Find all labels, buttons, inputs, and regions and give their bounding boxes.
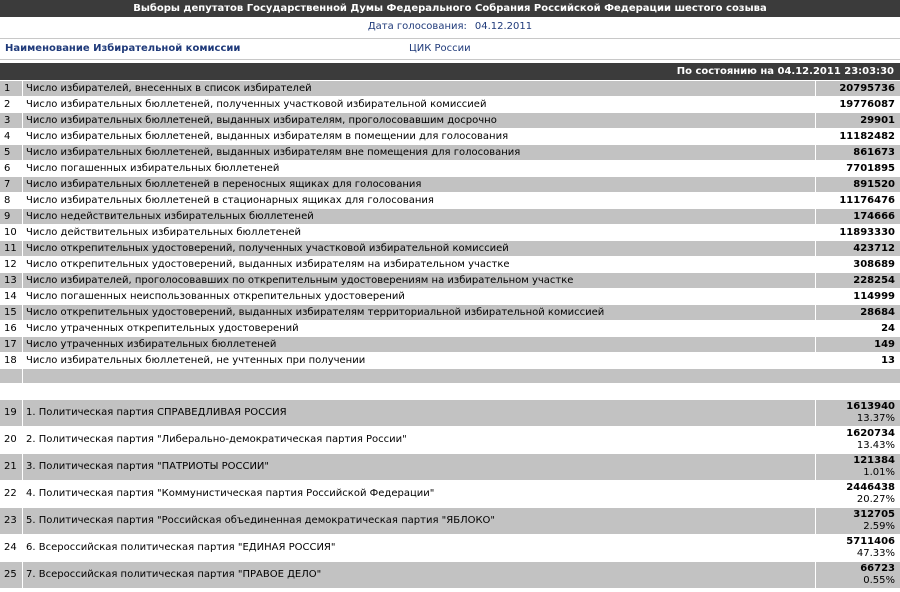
commission-value: ЦИК России (409, 43, 471, 54)
row-number: 6 (4, 163, 11, 174)
party-name: 2. Политическая партия "Либерально-демократическая партия России" (26, 434, 407, 445)
row-label: Число избирательных бюллетеней, полученных участковой избирательной комиссией (26, 99, 487, 110)
row-number: 4 (4, 131, 11, 142)
row-number: 17 (4, 339, 17, 350)
party-votes: 66723 (860, 563, 895, 574)
party-votes: 1613940 (846, 401, 895, 412)
row-number: 16 (4, 323, 17, 334)
table-row (0, 257, 900, 273)
party-row (0, 562, 900, 589)
party-name: 4. Политическая партия "Коммунистическая партия Российской Федерации" (26, 488, 435, 499)
party-percent: 20.27% (856, 494, 895, 505)
row-value: 308689 (853, 259, 895, 270)
party-percent: 2.59% (863, 521, 895, 532)
row-value: 149 (874, 339, 895, 350)
voting-date (0, 17, 900, 36)
table-row (0, 193, 900, 209)
commission-row (0, 38, 900, 60)
table-row (0, 273, 900, 289)
row-number: 24 (4, 542, 17, 553)
table-row (0, 177, 900, 193)
table-row (0, 305, 900, 321)
row-label: Число избирательных бюллетеней, выданных избирателям вне помещения для голосования (26, 147, 521, 158)
row-number: 1 (4, 83, 11, 94)
row-value: 11176476 (839, 195, 895, 206)
row-value: 13 (881, 355, 895, 366)
row-value: 11182482 (839, 131, 895, 142)
party-name: 6. Всероссийская политическая партия "ЕДИНАЯ РОССИЯ" (26, 542, 336, 553)
row-value: 29901 (860, 115, 895, 126)
row-number: 5 (4, 147, 11, 158)
state-timestamp: По состоянию на 04.12.2011 23:03:30 (676, 66, 894, 77)
row-value: 20795736 (839, 83, 895, 94)
row-value: 891520 (853, 179, 895, 190)
row-number: 19 (4, 407, 17, 418)
party-row (0, 535, 900, 562)
table-row (0, 129, 900, 145)
row-label: Число недействительных избирательных бюллетеней (26, 211, 314, 222)
table-row (0, 81, 900, 97)
table-gap (0, 383, 900, 400)
row-number: 25 (4, 569, 17, 580)
state-timestamp-bar (0, 63, 900, 80)
table-row (0, 97, 900, 113)
row-number: 11 (4, 243, 17, 254)
party-percent: 47.33% (856, 548, 895, 559)
row-label: Число открепительных удостоверений, выданных избирателям на избирательном участке (26, 259, 510, 270)
row-label: Число утраченных избирательных бюллетеней (26, 339, 277, 350)
row-value: 7701895 (846, 163, 895, 174)
table-row (0, 225, 900, 241)
row-number: 20 (4, 434, 17, 445)
row-number: 15 (4, 307, 17, 318)
party-percent: 13.43% (856, 440, 895, 451)
voting-date-label: Дата голосования: (367, 21, 467, 32)
row-label: Число избирательных бюллетеней, выданных избирателям, проголосовавшим досрочно (26, 115, 497, 126)
row-number: 3 (4, 115, 11, 126)
row-label: Число утраченных открепительных удостоверений (26, 323, 299, 334)
row-number: 8 (4, 195, 11, 206)
party-row (0, 400, 900, 427)
row-label: Число действительных избирательных бюллетеней (26, 227, 302, 238)
row-number: 13 (4, 275, 17, 286)
party-votes: 5711406 (846, 536, 895, 547)
row-value: 423712 (853, 243, 895, 254)
party-name: 3. Политическая партия "ПАТРИОТЫ РОССИИ" (26, 461, 270, 472)
row-label: Число избирателей, внесенных в список избирателей (26, 83, 312, 94)
row-number: 10 (4, 227, 17, 238)
page-title: Выборы депутатов Государственной Думы Федерального Собрания Российской Федерации шестого созыва (0, 0, 900, 17)
party-votes: 121384 (853, 455, 895, 466)
row-label: Число избирательных бюллетеней в переносных ящиках для голосования (26, 179, 422, 190)
row-number: 9 (4, 211, 11, 222)
table-spacer (0, 369, 900, 383)
row-number: 21 (4, 461, 17, 472)
row-value: 11893330 (839, 227, 895, 238)
row-value: 228254 (853, 275, 895, 286)
party-percent: 0.55% (863, 575, 895, 586)
party-votes: 2446438 (846, 482, 895, 493)
row-label: Число избирательных бюллетеней в стационарных ящиках для голосования (26, 195, 434, 206)
row-label: Число открепительных удостоверений, полученных участковой избирательной комиссией (26, 243, 509, 254)
row-number: 7 (4, 179, 11, 190)
row-label: Число избирателей, проголосовавших по открепительным удостоверениям на избирательном участке (26, 275, 574, 286)
row-number: 2 (4, 99, 11, 110)
party-name: 1. Политическая партия СПРАВЕДЛИВАЯ РОССИЯ (26, 407, 287, 418)
party-row (0, 454, 900, 481)
party-votes: 312705 (853, 509, 895, 520)
table-row (0, 209, 900, 225)
table-row (0, 161, 900, 177)
table-row (0, 353, 900, 369)
row-value: 24 (881, 323, 895, 334)
table-row (0, 289, 900, 305)
table-row (0, 337, 900, 353)
row-value: 861673 (853, 147, 895, 158)
row-label: Число погашенных избирательных бюллетеней (26, 163, 280, 174)
table-row (0, 145, 900, 161)
party-percent: 1.01% (863, 467, 895, 478)
row-label: Число избирательных бюллетеней, не учтенных при получении (26, 355, 366, 366)
row-number: 12 (4, 259, 17, 270)
party-votes: 1620734 (846, 428, 895, 439)
party-row (0, 427, 900, 454)
row-number: 23 (4, 515, 17, 526)
voting-date-value: 04.12.2011 (474, 21, 533, 32)
row-number: 18 (4, 355, 17, 366)
party-name: 5. Политическая партия "Российская объединенная демократическая партия "ЯБЛОКО" (26, 515, 496, 526)
row-label: Число погашенных неиспользованных открепительных удостоверений (26, 291, 405, 302)
row-number: 14 (4, 291, 17, 302)
table-row (0, 113, 900, 129)
row-label: Число открепительных удостоверений, выданных избирателям территориальной избирательной комиссией (26, 307, 605, 318)
commission-label: Наименование Избирательной комиссии (5, 43, 241, 54)
party-row (0, 508, 900, 535)
party-row (0, 481, 900, 508)
row-value: 19776087 (839, 99, 895, 110)
row-value: 174666 (853, 211, 895, 222)
row-value: 114999 (853, 291, 895, 302)
row-label: Число избирательных бюллетеней, выданных избирателям в помещении для голосования (26, 131, 509, 142)
party-name: 7. Всероссийская политическая партия "ПРАВОЕ ДЕЛО" (26, 569, 322, 580)
row-value: 28684 (860, 307, 895, 318)
table-row (0, 241, 900, 257)
row-number: 22 (4, 488, 17, 499)
party-percent: 13.37% (856, 413, 895, 424)
table-row (0, 321, 900, 337)
results-table (0, 81, 900, 589)
